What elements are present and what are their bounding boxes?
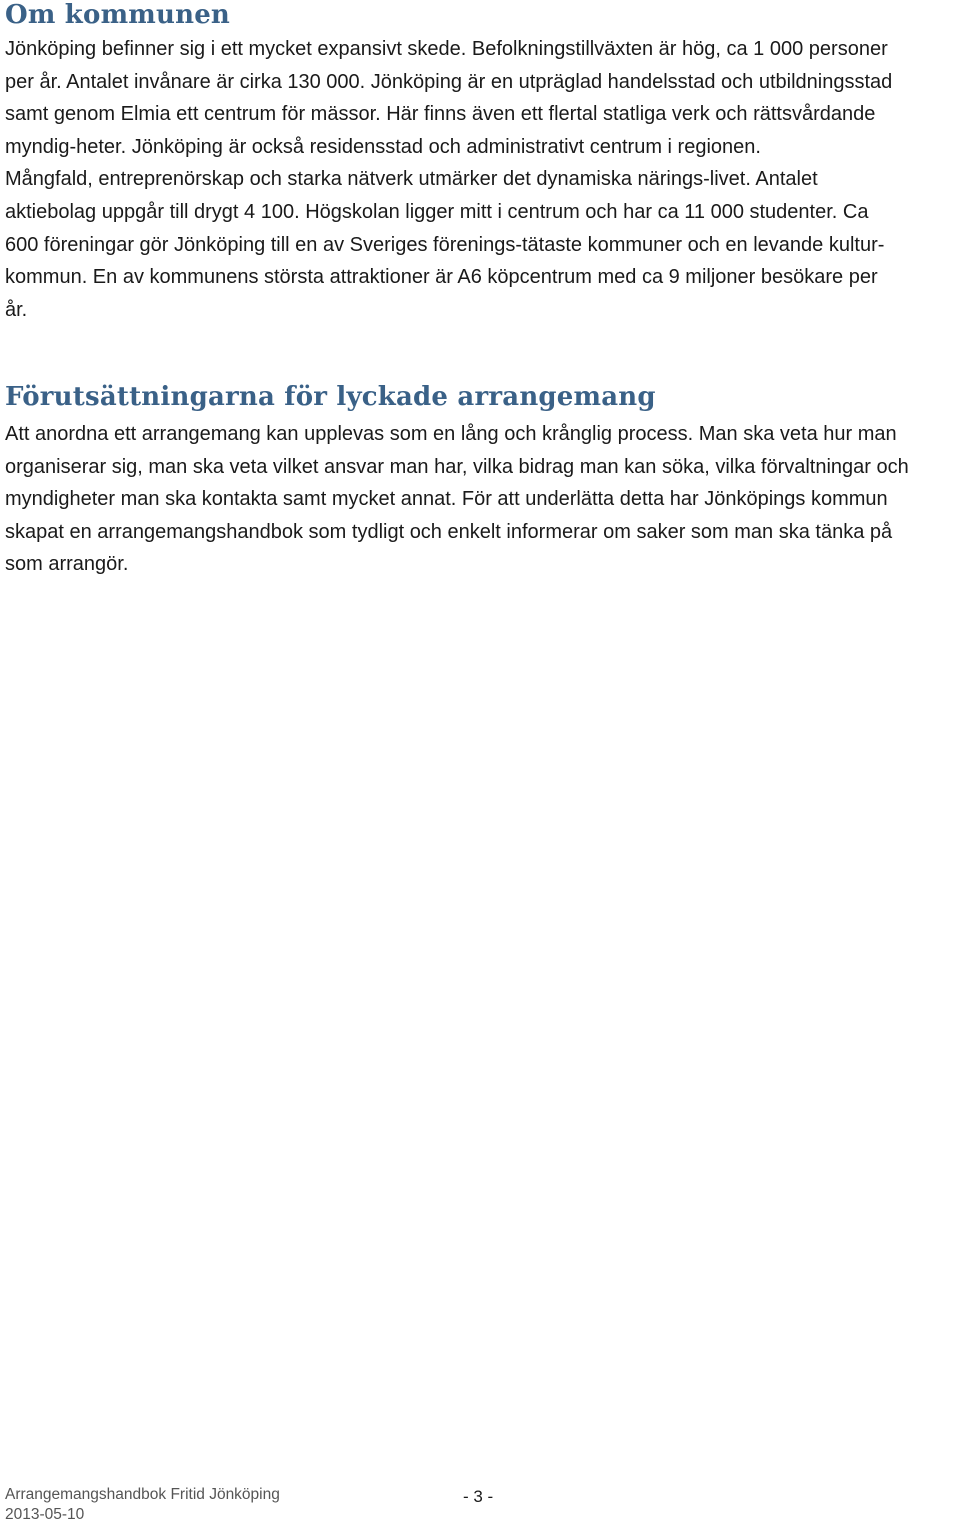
text-line: samt genom Elmia ett centrum för mässor. Här finns även ett flertal statliga verk och rättsvårdande	[5, 103, 876, 126]
text-line: per år. Antalet invånare är cirka 130 000. Jönköping är en utpräglad handelsstad och utbildningsstad	[5, 70, 893, 93]
text-line: aktiebolag uppgår till drygt 4 100. Högskolan ligger mitt i centrum och har ca 11 000 studenter. Ca	[5, 200, 869, 223]
page-number: - 3 -	[463, 1487, 494, 1506]
text-line: år.	[5, 298, 28, 321]
text-line: 600 föreningar gör Jönköping till en av Sveriges förenings-tätaste kommuner och en levande kultur-	[5, 233, 885, 256]
text-line: skapat en arrangemangshandbok som tydligt och enkelt informerar om saker som man ska tänka på	[5, 520, 893, 543]
text-line: myndigheter man ska kontakta samt mycket annat. För att underlätta detta har Jönköpings kommun	[5, 488, 888, 511]
section-heading-om-kommunen: Om kommunen	[5, 0, 231, 30]
text-line: Mångfald, entreprenörskap och starka nätverk utmärker det dynamiska närings-livet. Antalet	[5, 168, 818, 191]
section-heading-forutsattningarna: Förutsättningarna för lyckade arrangemang	[5, 382, 656, 412]
text-line: Att anordna ett arrangemang kan upplevas som en lång och krånglig process. Man ska veta hur man	[5, 423, 897, 445]
section-body-om-kommunen	[5, 33, 955, 326]
text-line: kommun. En av kommunens största attraktioner är A6 köpcentrum med ca 9 miljoner besökare per	[5, 266, 878, 289]
footer-document-title: Arrangemangshandbok Fritid Jönköping	[5, 1486, 280, 1503]
text-line: Jönköping befinner sig i ett mycket expansivt skede. Befolkningstillväxten är hög, ca 1 000 personer	[5, 38, 888, 60]
footer-date: 2013-05-10	[5, 1506, 85, 1523]
text-line: organiserar sig, man ska veta vilket ansvar man har, vilka bidrag man kan söka, vilka förvaltningar och	[5, 455, 909, 478]
text-line: som arrangör.	[5, 553, 129, 576]
text-line: myndig-heter. Jönköping är också residensstad och administrativt centrum i regionen.	[5, 135, 761, 158]
section-body-forutsattningarna	[5, 418, 955, 581]
